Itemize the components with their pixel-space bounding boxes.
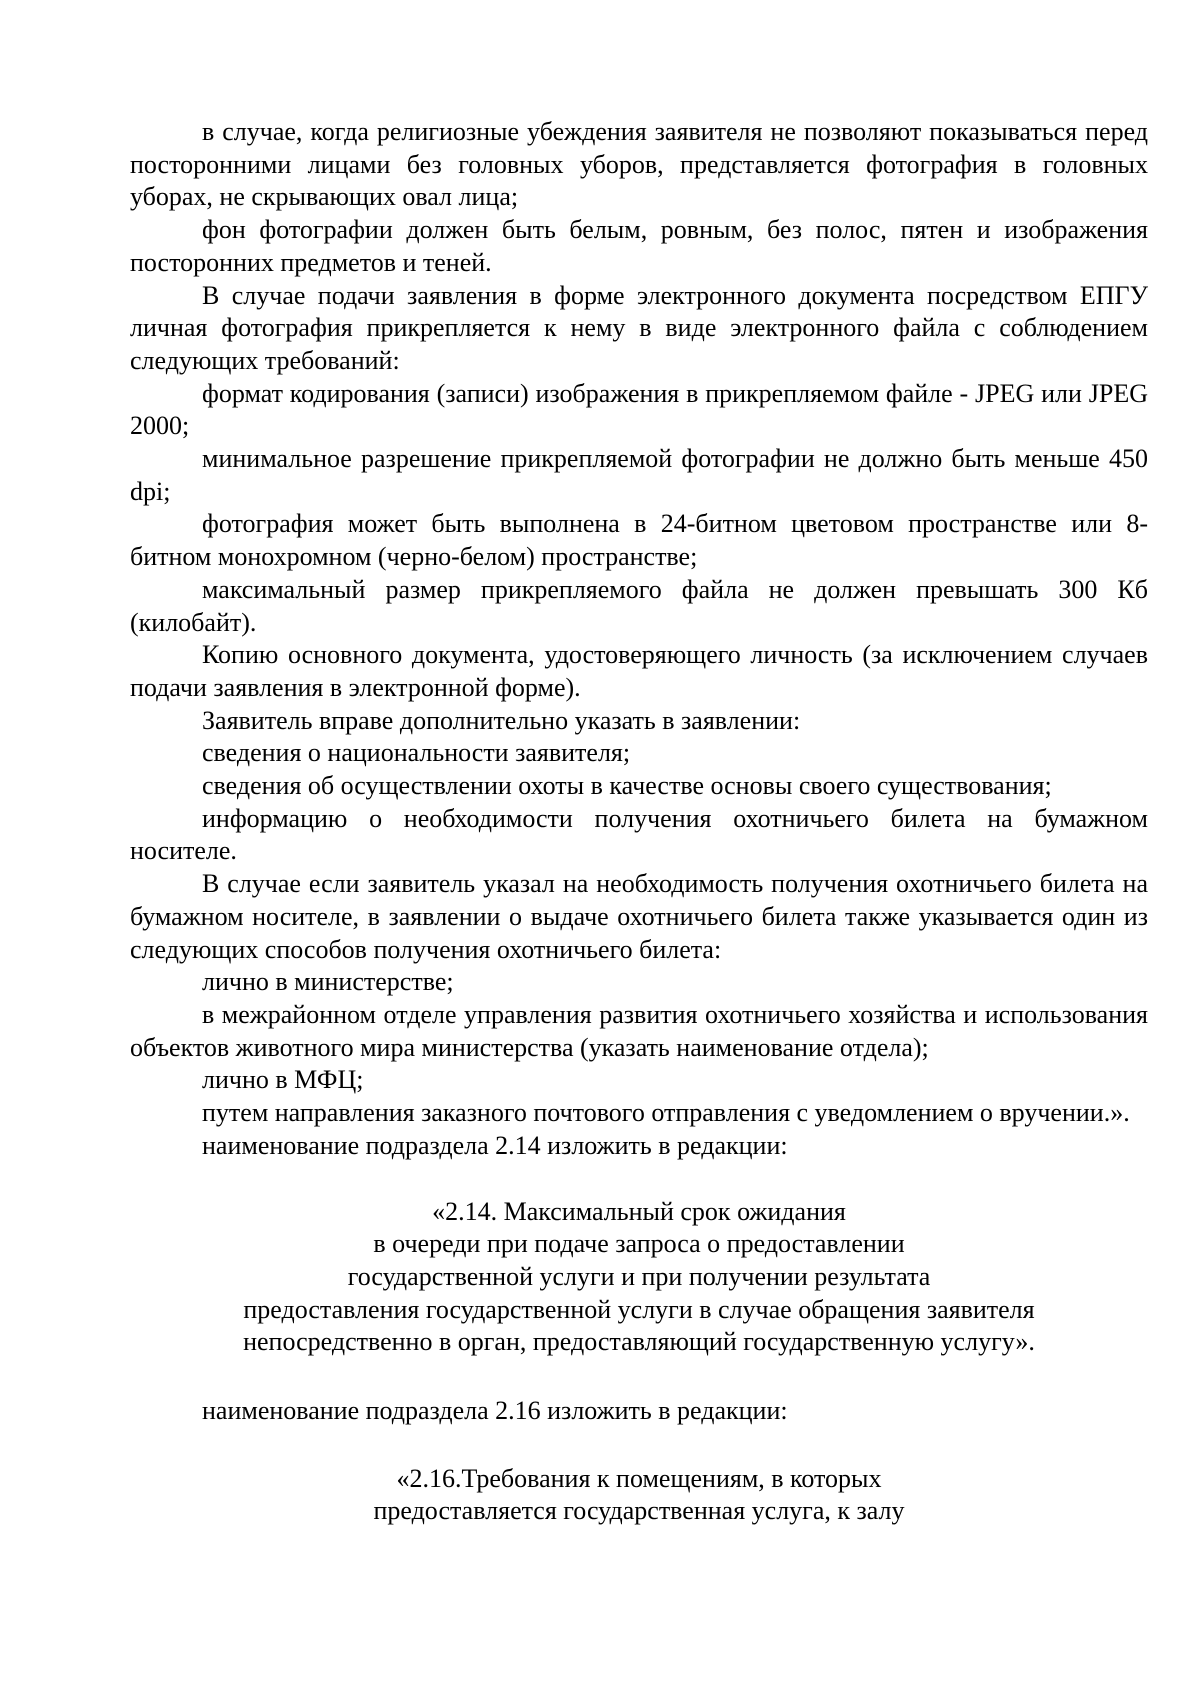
- paragraph-hunting-livelihood: сведения об осуществлении охоты в качестве основы своего существования;: [202, 771, 1052, 801]
- paragraph-subsection-2-16-intro: наименование подраздела 2.16 изложить в редакции:: [202, 1396, 788, 1426]
- paragraph-interdistrict-office: в межрайонном отделе управления развития охотничьего хозяйства и использования объектов животного мира министерства (указать наименование отдела);: [130, 999, 1148, 1062]
- heading-line: предоставляется государственная услуга, к залу: [373, 1496, 905, 1526]
- paragraph-religious-headwear: в случае, когда религиозные убеждения заявителя не позволяют показываться перед посторонними лицами без головных уборов, представляется фотография в головных уборах, не скрывающих овал лица;: [130, 117, 1148, 212]
- heading-line: непосредственно в орган, предоставляющий государственную услугу».: [243, 1327, 1035, 1357]
- paragraph-jpeg-format: формат кодирования (записи) изображения в прикрепляемом файле - JPEG или JPEG 2000;: [130, 378, 1148, 441]
- paragraph-color-space: фотография может быть выполнена в 24-битном цветовом пространстве или 8-битном монохромном (черно-белом) пространстве;: [130, 509, 1148, 572]
- paragraph-min-resolution: минимальное разрешение прикрепляемой фотографии не должно быть меньше 450 dpi;: [130, 444, 1148, 506]
- paragraph-registered-mail: путем направления заказного почтового отправления с уведомлением о вручении.».: [202, 1098, 1130, 1128]
- paragraph-applicant-may-add: Заявитель вправе дополнительно указать в заявлении:: [202, 705, 801, 735]
- paragraph-epgu-photo: В случае подачи заявления в форме электронного документа посредством ЕПГУ личная фотография прикрепляется к нему в виде электронного файла с соблюдением следующих требований:: [130, 280, 1148, 375]
- heading-line: «2.14. Максимальный срок ожидания: [432, 1196, 846, 1226]
- document-page: [130, 116, 1148, 1528]
- paragraph-in-mfc: лично в МФЦ;: [202, 1065, 364, 1095]
- paragraph-identity-copy: Копию основного документа, удостоверяющего личность (за исключением случаев подачи заявления в электронной форме).: [130, 640, 1148, 702]
- heading-line: государственной услуги и при получении результата: [347, 1261, 931, 1291]
- heading-line: «2.16.Требования к помещениям, в которых: [396, 1463, 882, 1493]
- paragraph-max-file-size: максимальный размер прикрепляемого файла не должен превышать 300 Кб (килобайт).: [130, 574, 1148, 637]
- heading-subsection-2-14: [130, 1196, 1148, 1360]
- paragraph-nationality: сведения о национальности заявителя;: [202, 738, 631, 768]
- heading-subsection-2-16: [130, 1463, 1148, 1528]
- paragraph-in-ministry: лично в министерстве;: [202, 967, 454, 997]
- paragraph-paper-ticket-info: информацию о необходимости получения охотничьего билета на бумажном носителе.: [130, 803, 1148, 866]
- paragraph-subsection-2-14-intro: наименование подраздела 2.14 изложить в редакции:: [202, 1130, 788, 1160]
- heading-line: в очереди при подаче запроса о предоставлении: [373, 1229, 905, 1259]
- paragraph-photo-background: фон фотографии должен быть белым, ровным, без полос, пятен и изображения посторонних предметов и теней.: [130, 215, 1148, 277]
- paragraph-receipt-methods: В случае если заявитель указал на необходимость получения охотничьего билета на бумажном носителе, в заявлении о выдаче охотничьего билета также указывается один из следующих способов получения охотничьего билета:: [130, 869, 1148, 964]
- heading-line: предоставления государственной услуги в случае обращения заявителя: [243, 1294, 1035, 1324]
